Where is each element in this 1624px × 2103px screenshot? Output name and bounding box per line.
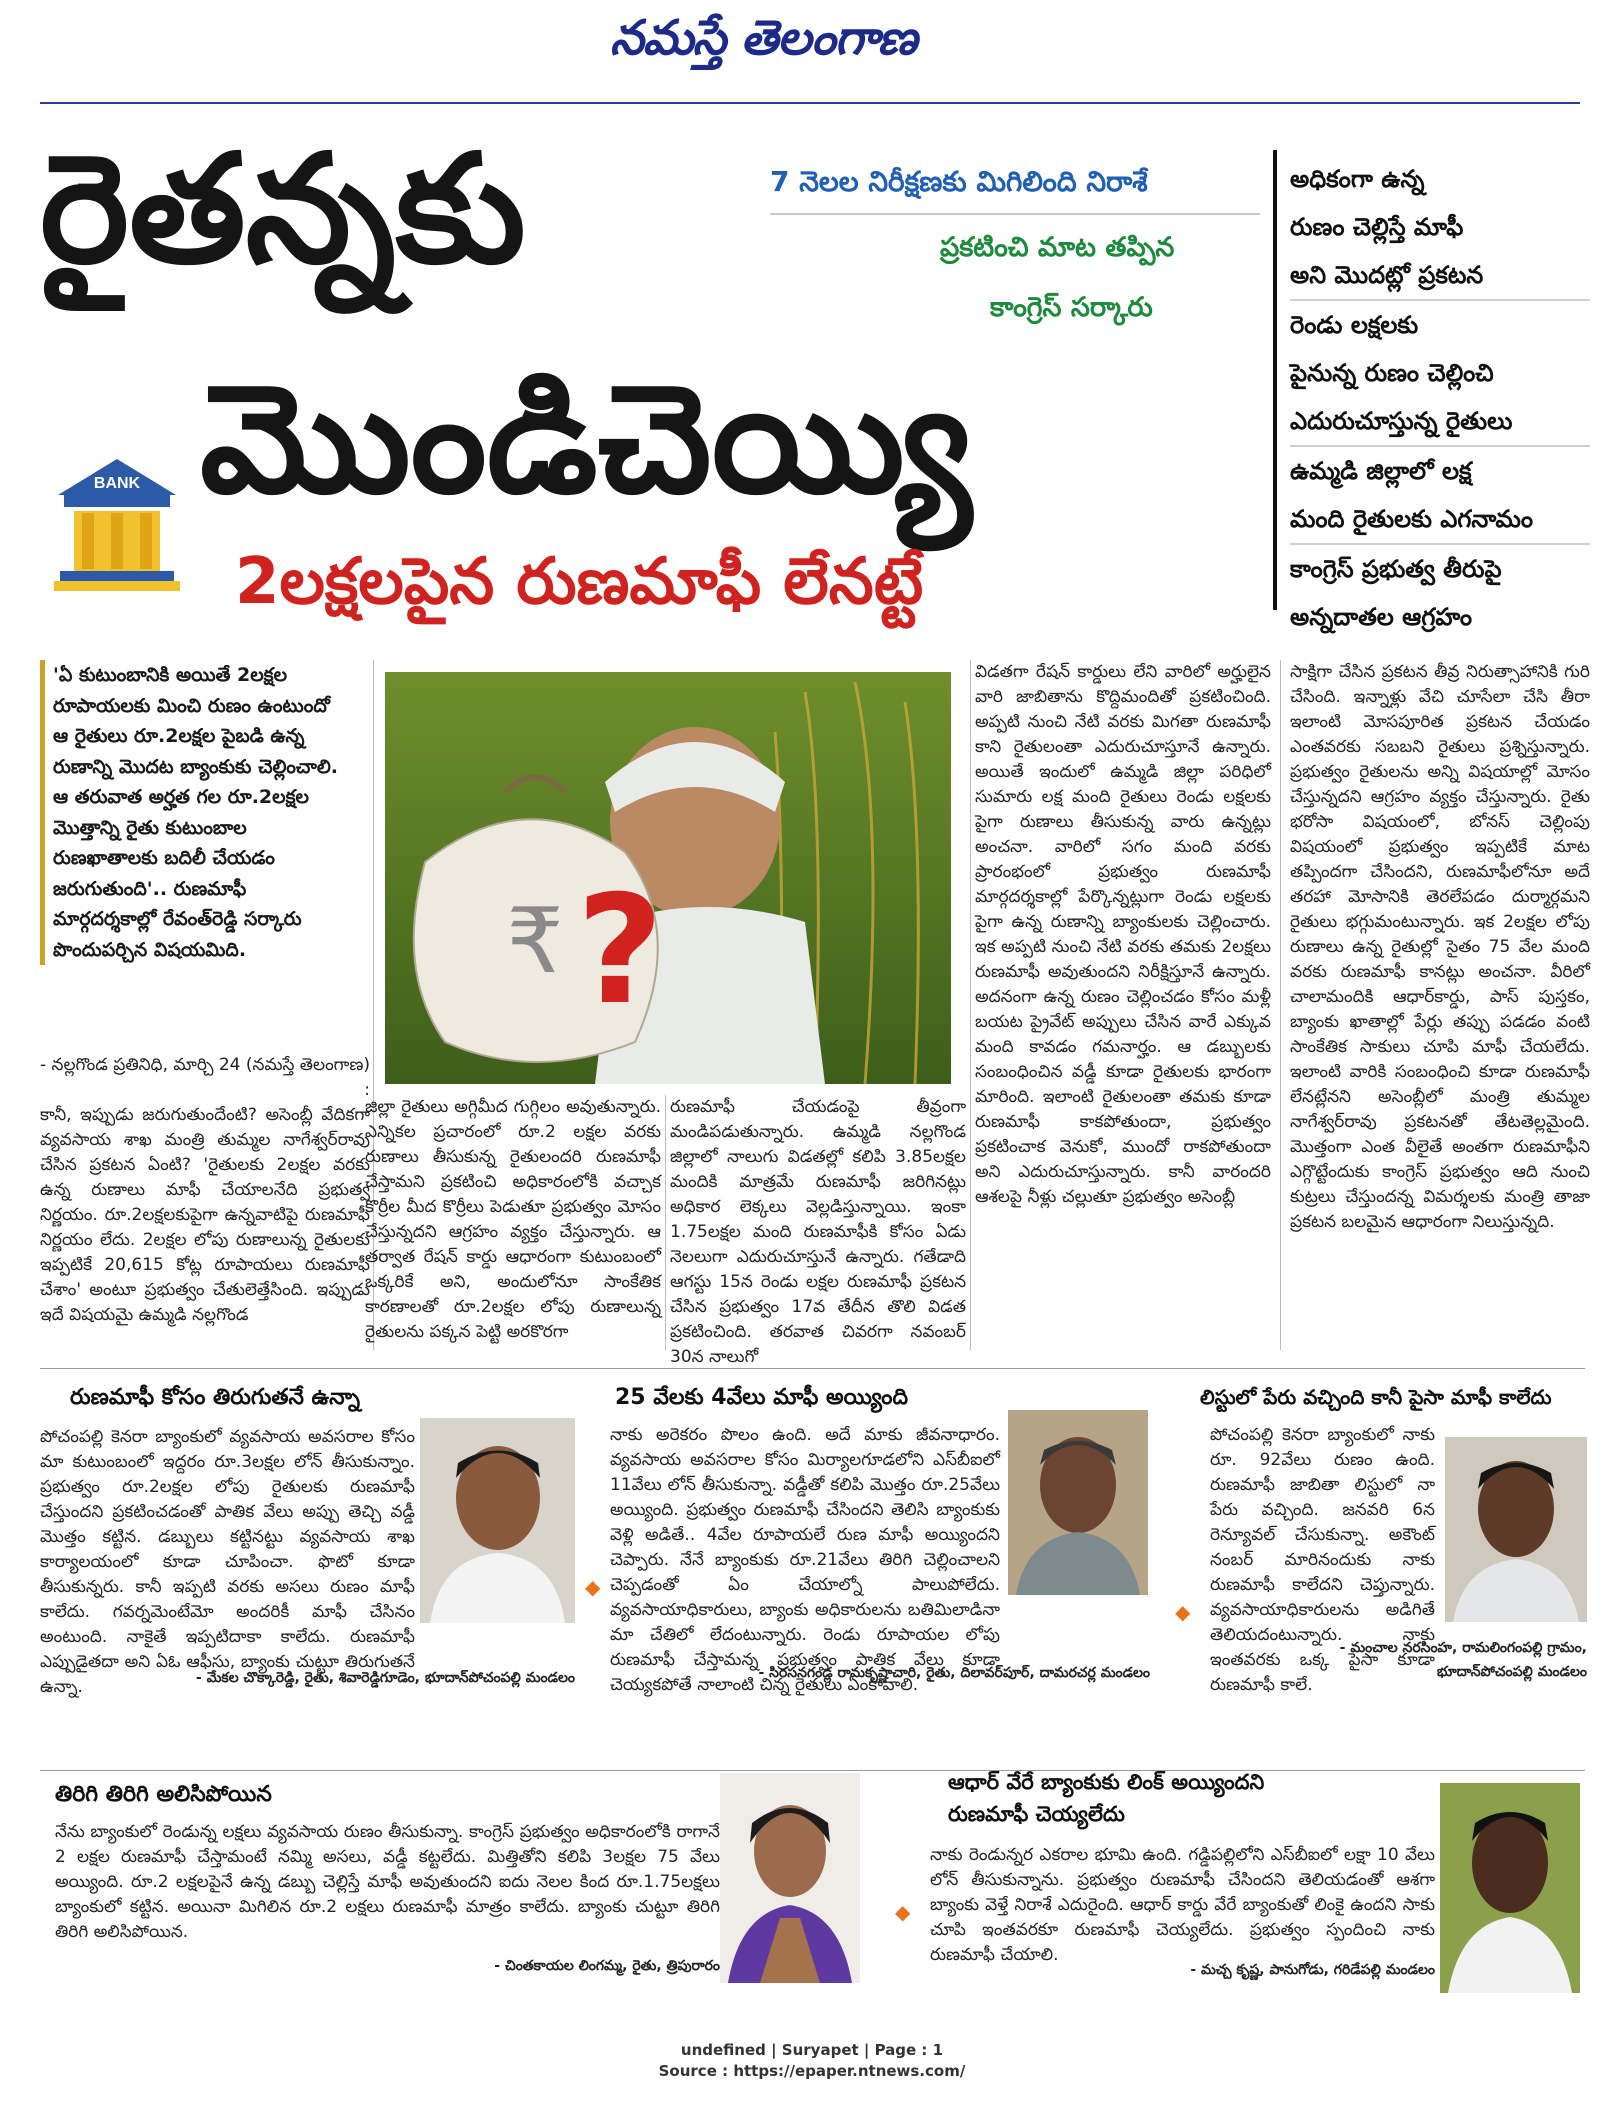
kicker-green-1: ప్రకటించి మాట తప్పిన — [940, 232, 1175, 263]
box4-byline: - చింతకాయల లింగమ్మ, రైతు, త్రిపురారం — [494, 1958, 720, 1974]
box5-title-1: ఆధార్ వేరే బ్యాంకుకు లింక్ అయ్యిందని — [948, 1770, 1265, 1794]
intro-quote — [40, 660, 370, 965]
intro-line: రుణాన్ని మొదట బ్యాంకుకు చెల్లించాలి. — [40, 752, 370, 783]
article-col-5: సాక్షిగా చేసిన ప్రకటన తీవ్ర నిరుత్సాహానికి గురి చేసింది. ఇన్నాళ్లు వేచి చూసేలా చేసి తీరా ఇలాంటి మోసపూరిత ప్రకటన చేయడం ఎంతవరకు సబబని రైతులు ప్రశ్నిస్తున్నారు. ప్రభుత్వం రైతులను అన్ని విషయాల్లో మోసం చేస్తున్నదని ఆగ్రహం వ్యక్తం చేస్తున్నారు. రైతు భరోసా విషయంలో, బోనస్ చెల్లింపు విషయంలో ప్రభుత్వం ఇప్పటికే మాట తప్పిందగా చేసిందని, రుణమాఫీలోనూ అదే తరహా మోసానికి తెరలేపడం దుర్మార్గమని రైతులు భగ్గుమంటున్నారు. ఇక 2లక్షల లోపు రుణాలు ఉన్న రైతుల్లో సైతం 75 వేల మంది వరకు రుణమాఫీ కానట్లు అంచనా. వీరిలో చాలామందికి ఆధార్‌కార్డు, పాస్ పుస్తకం, బ్యాంకు ఖాతాల్లో పేర్లు తప్పు పడడం వంటి సాంకేతిక సాకులు చూపి మాఫీ చేయలేదు. ఇలాంటి వారికి సంబంధించి కూడా రుణమాఫీ లేనట్లేనని అసెంబ్లీలో మంత్రి తుమ్మల నాగేశ్వర్‌రావు ప్రకటనతో తేటతెల్లమైంది. మొత్తంగా ఎంత వీలైతే అంతగా రుణమాఫీని ఎగ్గొట్టేందుకు కాంగ్రెస్ ప్రభుత్వం ఆది నుంచి కుట్రలు చేస్తుందన్న విమర్శలకు మంత్రి తాజా ప్రకటన బలమైన ఆధారంగా నిలుస్తున్నది. — [1290, 662, 1590, 1232]
intro-line: మార్గదర్శకాల్లో రేవంత్‌రెడ్డి సర్కారు — [40, 904, 370, 935]
bank-label: BANK — [93, 475, 141, 492]
masthead-rule — [40, 102, 1580, 104]
box5-portrait — [1440, 1783, 1580, 1993]
footer-source-link[interactable]: Source : https://epaper.ntnews.com/ — [658, 2062, 966, 2080]
masthead-logo: నమస్తే తెలంగాణ — [610, 10, 917, 66]
bullet-item: ఎదురుచూస్తున్న రైతులు — [1290, 397, 1590, 447]
subheadline: 2లక్షలపైన రుణమాఫీ లేనట్టే — [235, 545, 924, 619]
bullet-item: అన్నదాతల ఆగ్రహం — [1290, 603, 1473, 631]
article-col-3: రుణమాఫీ చేయడంపై తీవ్రంగా మండిపడుతున్నారు. ఉమ్మడి నల్లగొండ జిల్లాలో నాలుగు విడతల్లో కలిపి 3.85లక్షల మందికి మాత్రమే రుణమాఫీ జరిగినట్లు అధికార లెక్కలు వెల్లడిస్తున్నాయి. ఇంకా 1.75లక్షల మంది రుణమాఫీకి కోసం ఏడు నెలలుగా ఎదురుచూస్తునే ఉన్నారు. గతేడాది ఆగస్టు 15న రెండు లక్షల రుణమాఫీ ప్రకటన చేసిన ప్రభుత్వం 17వ తేదీన తొలి విడత ప్రకటించింది. తరవాత చివరగా నవంబర్ 30న నాలుగో — [670, 1097, 966, 1367]
box3-portrait — [1445, 1437, 1587, 1622]
column-rule — [970, 660, 971, 1350]
bullet-item: అని మొదట్లో ప్రకటన — [1290, 251, 1590, 301]
box4-title: తిరిగి తిరిగి అలిసిపోయిన — [55, 1782, 272, 1807]
intro-line: ఆ రైతులు రూ.2లక్షల పైబడి ఉన్న — [40, 721, 370, 752]
orange-diamond-icon: ◆ — [585, 1575, 601, 1599]
bullet-item: పైనున్న రుణం చెల్లించి — [1290, 359, 1494, 387]
section-rule — [40, 1770, 1585, 1771]
box1-portrait — [420, 1418, 575, 1623]
bullet-item: రెండు లక్షలకు — [1290, 311, 1419, 339]
intro-line: ఆ తరువాత అర్హత గల రూ.2లక్షల — [40, 782, 370, 813]
box3-byline-1: - మంచాల నరసింహ, రామలింగంపల్లి గ్రామం, — [1339, 1640, 1587, 1656]
article-col-4: విడతగా రేషన్ కార్డులు లేని వారిలో అర్హులైన వారి జాబితాను కొద్దిమందితో ప్రకటించింది. అప్పటి నుంచి నేటి వరకు మిగతా రుణమాఫీ కాని రైతులంతా ఎదురుచూస్తూనే ఉన్నారు. అయితే ఇందులో ఉమ్మడి జిల్లా పరిధిలో సుమారు లక్ష మంది రైతులు రెండు లక్షలకు పైగా రుణాలు తీసుకున్న వారు ఉన్నట్లు అంచనా. వారిలో సగం మంది వరకు ప్రారంభంలో ప్రభుత్వం రుణమాఫీ మార్గదర్శకాల్లో పేర్కొన్నట్లుగా రెండు లక్షలకు పైగా ఉన్న రుణాన్ని బ్యాంకులకు చెల్లించారు. ఇక అప్పటి నుంచి నేటి వరకు తమకు 2లక్షలు రుణమాఫీ అవుతుందని నిరీక్షిస్తూనే ఉన్నారు. అదనంగా ఉన్న రుణం చెల్లించడం కోసం మళ్లీ బయట ప్రైవేట్ అప్పులు చేసిన వారే ఎక్కువ మంది కావడం గమనార్హం. ఆ డబ్బులకు సంబంధించిన వడ్డీ కూడా రైతులకు భారంగా మారింది. ఇలాంటి రైతులంతా తమకు కూడా రుణమాఫీ కాకపోతుందా, ప్రభుత్వం ప్రకటించాక వెనుకో, ముందో రాకపోతుందా అని ఎదురుచూస్తున్నారు. కానీ వారందరి ఆశలపై నీళ్లు చల్లుతూ ప్రభుత్వం అసెంబ్లీ — [975, 662, 1271, 1207]
farmer-photo — [385, 672, 951, 1084]
article-col-1: కానీ, ఇప్పుడు జరుగుతుందేంటి? అసెంబ్లీ వేదికగా వ్యవసాయ శాఖ మంత్రి తుమ్మల నాగేశ్వర్‌రావు చేసిన ప్రకటన ఏంటి? 'రైతులకు 2లక్షల వరకు ఉన్న రుణాలు మాఫీ చేయాలనేది ప్రభుత్వ నిర్ణయం. రూ.2లక్షలకుపైగా ఉన్నవాటిపై రుణమాఫీ నిర్ణయం లేదు. 2లక్షల లోపు రుణాలున్న రైతులకు ఇప్పటికే 20,615 కోట్ల రూపాయలు రుణమాఫీ చేశాం' అంటూ ప్రభుత్వం చేతులెత్తేసింది. ఇప్పుడు ఇదే విషయమై ఉమ్మడి నల్లగొండ — [40, 1105, 370, 1325]
box1-title: రుణమాఫీ కోసం తిరుగుతనే ఉన్నా — [70, 1385, 361, 1410]
box4-text: నేను బ్యాంకులో రెండున్న లక్షలు వ్యవసాయ రుణం తీసుకున్నా. కాంగ్రెస్ ప్రభుత్వం అధికారంలోకి రాగానే 2 లక్షల రుణమాఫీ చేస్తామంటే నమ్మి అసలు, వడ్డీ కట్టలేదు. మిత్తితోని కలిపి 3లక్షల 75 వేలు అయ్యింది. రూ.2 లక్షలపైనే ఉన్న డబ్బు చెల్లిస్తే మాఫీ అవుతుందని ఐదు నెలల కింద రూ.1.75లక్షలు బ్యాంకులో కట్టిన. అయినా మిగిలిన రూ.2 లక్షలు రుణమాఫీ మాత్రం కాలేదు. బ్యాంకు చుట్టూ తిరిగి తిరిగి అలిసిపోయిన. — [55, 1822, 720, 1942]
column-rule — [1280, 660, 1281, 1350]
bullets-rule — [1273, 150, 1277, 610]
box2-title: 25 వేలకు 4వేలు మాఫీ అయ్యింది — [615, 1385, 908, 1410]
bullet-item: రుణం చెల్లిస్తే మాఫీ — [1290, 213, 1464, 241]
orange-diamond-icon: ◆ — [1175, 1600, 1191, 1624]
dateline: - నల్లగొండ ప్రతినిధి, మార్చి 24 (నమస్తే తెలంగాణ) : — [40, 1055, 371, 1100]
box2-byline: - సిరసనగండ్ల రామకృష్ణాచారి, రైతు, దిలావర్‌పూర్, దామరచర్ల మండలం — [758, 1665, 1150, 1681]
highlight-bullets — [1290, 155, 1590, 641]
intro-line: 'ఏ కుటుంబానికి అయితే 2లక్షల — [40, 660, 370, 691]
svg-text:₹: ₹ — [506, 889, 564, 994]
box2-portrait — [1008, 1410, 1148, 1595]
bullet-item: మంది రైతులకు ఎగనామం — [1290, 495, 1590, 545]
kicker-green-2: కాంగ్రెస్ సర్కారు — [990, 292, 1153, 323]
kicker-blue: 7 నెలల నిరీక్షణకు మిగిలింది నిరాశే — [770, 165, 1148, 198]
orange-diamond-icon: ◆ — [895, 1900, 911, 1924]
box4-portrait — [720, 1773, 860, 1983]
bullet-item: కాంగ్రెస్ ప్రభుత్వ తీరుపై — [1290, 555, 1502, 583]
box1-text: పోచంపల్లి కెనరా బ్యాంకులో వ్యవసాయ అవసరాల కోసం మా కుటుంబంలో ఇద్దరం రూ.3లక్షల లోన్ తీసుకున్నాం. ప్రభుత్వం రూ.2లక్షల లోపు రైతులకు రుణమాఫీ చేస్తుందని ప్రకటించడంతో పాతిక వేలు అప్పు తెచ్చి వడ్డీ మొత్తం కట్టిన. డబ్బులు కట్టినట్టు వ్యవసాయ శాఖ కార్యాలయంలో కూడా చూపించా. ఫొటో కూడా తీసుకున్నరు. కానీ ఇప్పటి వరకు అసలు రుణం మాఫీ కాలేదు. గవర్నమెంటేమో అందరికీ మాఫీ చేసినం అంటుంది. నాకైతే ఇప్పటిదాకా కాలేదు. రుణమాఫీ ఎప్పుడైతదా అని ఏఓ ఆఫీసు, బ్యాంకు చుట్టూ తిరుగుతనే ఉన్నా. — [40, 1427, 415, 1697]
box1-byline: - మేకల చొక్కారెడ్డి, రైతు, శివారెడ్డిగూడెం, భూదాన్‌పోచంపల్లి మండలం — [195, 1670, 575, 1686]
article-col-2: జిల్లా రైతులు అగ్గిమీద గుగ్గిలం అవుతున్నారు. ఎన్నికల ప్రచారంలో రూ.2 లక్షల వరకు రుణాలు తీసుకున్న రైతులందరి రుణమాఫీ చేస్తామని ప్రకటించి అధికారంలోకి వచ్చాక కొర్రీల మీద కొర్రీలు పెడుతూ ప్రభుత్వం మోసం చేస్తున్నదని ఆగ్రహం వ్యక్తం చేస్తున్నారు. ఆ తర్వాత రేషన్ కార్డు ఆధారంగా కుటుంబంలో ఒక్కరికే అని, అందులోనూ సాంకేతిక కారణాలతో రూ.2లక్షల లోపు రుణాలున్న రైతులను పక్కన పెట్టి అరకొరగా — [365, 1097, 661, 1342]
box3-title: లిస్టులో పేరు వచ్చింది కానీ పైసా మాఫీ కాలేదు — [1200, 1385, 1552, 1409]
section-rule — [40, 1368, 1585, 1369]
intro-line: పొందుపర్చిన విషయమిది. — [40, 935, 370, 966]
headline-line2: మొండిచెయ్యి — [200, 353, 972, 527]
bullet-item: ఉమ్మడి జిల్లాలో లక్ష — [1290, 457, 1472, 485]
column-rule — [665, 1095, 666, 1350]
intro-line: రుణఖాతాలకు బదిలీ చేయడం — [40, 843, 370, 874]
kicker-divider — [770, 213, 1260, 215]
box5-text: నాకు రెండున్నర ఎకరాల భూమి ఉంది. గడ్డిపల్లిలోని ఎస్‌బీఐలో లక్షా 10 వేలు లోన్ తీసుకున్నాను. ప్రభుత్వం రుణమాఫీ చేసిందని తెలియడంతో ఆశగా బ్యాంకు వెళ్తే నిరాశే ఎదురైంది. ఆధార్ కార్డు వేరే బ్యాంకుతో లింకై ఉందని సాకు చూపి ఇంతవరకూ రుణమాఫీ చెయ్యలేదు. ప్రభుత్వం స్పందించి నాకు రుణమాఫీ చేయాలి. — [930, 1845, 1435, 1965]
box2-text: నాకు అరెకరం పొలం ఉంది. అదే మాకు జీవనాధారం. వ్యవసాయ అవసరాల కోసం మిర్యాలగూడలోని ఎస్‌బీఐలో 11వేలు లోన్ తీసుకున్నా. వడ్డీతో కలిపి మొత్తం రూ.25వేలు అయ్యింది. ప్రభుత్వం రుణమాఫీ చేసిందని తెలిసి బ్యాంకుకు వెళ్లి అడితే.. 4వేల రూపాయలే రుణ మాఫీ అయ్యిందని చెప్పారు. నేనే బ్యాంకుకు రూ.21వేలు తిరిగి చెల్లించాలని చెప్పడంతో ఏం చేయాల్నో పాలుపోలేదు. వ్యవసాయాధికారులు, బ్యాంకు అధికారులను బతిమిలాడినా మా చేతిలో లేదంటున్నారు. రెండు రూపాయల లోపు రుణమాఫీ చేస్తామన్న ప్రభుత్వం పాతిక వేలు కూడా చెయ్యకపోతే నాలాంటి చిన్న రైతులు ఏంకావాలి. — [610, 1425, 1000, 1695]
intro-line: జరుగుతుంది'.. రుణమాఫీ — [40, 874, 370, 905]
footer-page-info: undefined | Suryapet | Page : 1 — [680, 2041, 944, 2059]
bullet-item: అధికంగా ఉన్న — [1290, 165, 1425, 193]
bank-icon — [52, 455, 182, 595]
box5-title-2: రుణమాఫీ చెయ్యలేదు — [948, 1802, 1125, 1826]
intro-line: రూపాయలకు మించి రుణం ఉంటుందో — [40, 691, 370, 722]
headline-line1: రైతన్నకు — [40, 123, 526, 297]
box3-byline-2: భూదాన్‌పోచంపల్లి మండలం — [1436, 1664, 1587, 1680]
box3-text: పోచంపల్లి కెనరా బ్యాంకులో నాకు రూ. 92వేలు రుణం ఉంది. రుణమాఫీ జాబితా లిస్టులో నా పేరు వచ్చింది. జనవరి 6న రెన్యూవల్ చేసుకున్నా. అకౌంట్ నంబర్ మారినందుకు నాకు రుణమాఫీ కాలేదని చెప్తున్నారు. వ్యవసాయాధికారులను అడిగితే తెలియదంటున్నారు. నాకు ఇంతవరకు ఒక్క పైసా కూడా రుణమాఫీ కాలే. — [1210, 1425, 1435, 1695]
intro-line: మొత్తాన్ని రైతు కుటుంబాల — [40, 813, 370, 844]
svg-text:?: ? — [576, 864, 664, 1038]
box5-byline: - మచ్చ కృష్ణ, పానుగోడు, గరిడేపల్లి మండలం — [1190, 1962, 1435, 1978]
